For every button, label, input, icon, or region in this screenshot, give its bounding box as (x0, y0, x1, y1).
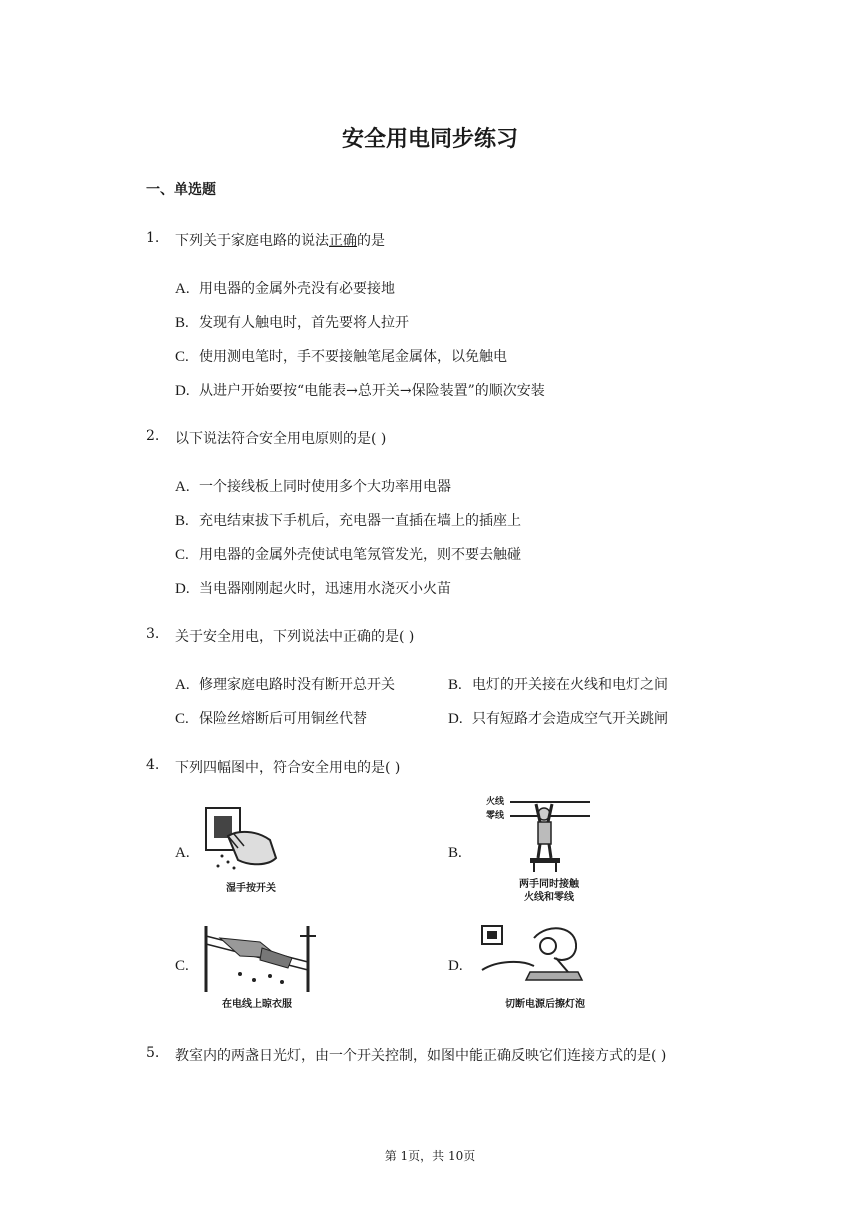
option-text: 发现有人触电时，首先要将人拉开 (199, 315, 409, 331)
option-letter: C. (175, 711, 189, 727)
option-text: 保险丝熔断后可用铜丝代替 (199, 711, 367, 727)
question-text: 教室内的两盏日光灯，由一个开关控制，如图中能正确反映它们连接方式的是( ) (175, 1048, 667, 1064)
page-footer: 第 1页，共 10页 (384, 1149, 476, 1163)
figure-b-caption (484, 878, 614, 904)
question-text-part: 的是 (357, 233, 385, 249)
wet-hand-switch-illustration (198, 800, 288, 880)
question-text: 下列四幅图中，符合安全用电的是( ) (175, 760, 401, 776)
option-letter: D. (175, 383, 190, 399)
section-heading: 一、单选题 (146, 182, 216, 198)
option-c[interactable] (175, 346, 507, 366)
option-text: 修理家庭电路时没有断开总开关 (199, 677, 395, 693)
figure-d-caption: 切断电源后擦灯泡 (505, 999, 585, 1010)
option-b[interactable] (175, 312, 409, 332)
figure-c-label[interactable]: C. (175, 958, 189, 974)
option-b[interactable] (448, 674, 668, 694)
option-text: 充电结束拔下手机后，充电器一直插在墙上的插座上 (199, 513, 521, 529)
option-text: 用电器的金属外壳使试电笔氖管发光，则不要去触碰 (199, 547, 521, 563)
option-letter: B. (175, 315, 189, 331)
question-text (175, 230, 385, 250)
question-text: 关于安全用电，下列说法中正确的是( ) (175, 629, 415, 645)
option-text: 电灯的开关接在火线和电灯之间 (472, 677, 668, 693)
figure-b-caption-line: 两手同时接触 (519, 879, 579, 890)
option-d[interactable] (448, 708, 668, 728)
option-letter: A. (175, 281, 190, 297)
question-number: 3. (146, 626, 160, 642)
option-a[interactable] (175, 476, 451, 496)
page-title: 安全用电同步练习 (341, 126, 518, 152)
clothes-on-wire-illustration (200, 922, 320, 994)
option-d[interactable] (175, 380, 545, 400)
option-a[interactable] (175, 278, 395, 298)
option-letter: A. (175, 677, 190, 693)
option-text: 用电器的金属外壳没有必要接地 (199, 281, 395, 297)
neutral-wire-label: 零线 (486, 811, 505, 821)
question-number: 5. (146, 1045, 160, 1061)
option-text: 从进户开始要按“电能表→总开关→保险装置”的顺次安装 (199, 383, 545, 399)
option-letter: D. (175, 581, 190, 597)
question-text-part: 下列关于家庭电路的说法 (175, 233, 329, 249)
option-text: 一个接线板上同时使用多个大功率用电器 (199, 479, 451, 495)
question-number: 1. (146, 230, 160, 246)
cleaning-bulb-illustration (478, 920, 590, 992)
figure-d-label[interactable]: D. (448, 958, 463, 974)
question-text: 以下说法符合安全用电原则的是( ) (175, 431, 387, 447)
figure-a-caption: 湿手按开关 (226, 883, 276, 894)
option-letter: C. (175, 349, 189, 365)
figure-b-label[interactable]: B. (448, 845, 462, 861)
option-letter: C. (175, 547, 189, 563)
option-a[interactable] (175, 674, 395, 694)
option-text: 当电器刚刚起火时，迅速用水浇灭小火苗 (199, 581, 451, 597)
underlined-keyword: 正确 (329, 233, 357, 249)
option-letter: A. (175, 479, 190, 495)
question-number: 4. (146, 757, 160, 773)
option-letter: B. (175, 513, 189, 529)
option-b[interactable] (175, 510, 521, 530)
figure-a-label[interactable]: A. (175, 845, 190, 861)
option-c[interactable] (175, 544, 521, 564)
option-text: 使用测电笔时，手不要接触笔尾金属体，以免触电 (199, 349, 507, 365)
option-letter: D. (448, 711, 463, 727)
question-number: 2. (146, 428, 160, 444)
option-letter: B. (448, 677, 462, 693)
figure-c-caption: 在电线上晾衣服 (222, 999, 292, 1010)
figure-b-caption-line: 火线和零线 (524, 892, 574, 903)
live-wire-label: 火线 (486, 797, 505, 807)
option-c[interactable] (175, 708, 367, 728)
option-d[interactable] (175, 578, 451, 598)
option-text: 只有短路才会造成空气开关跳闸 (472, 711, 668, 727)
